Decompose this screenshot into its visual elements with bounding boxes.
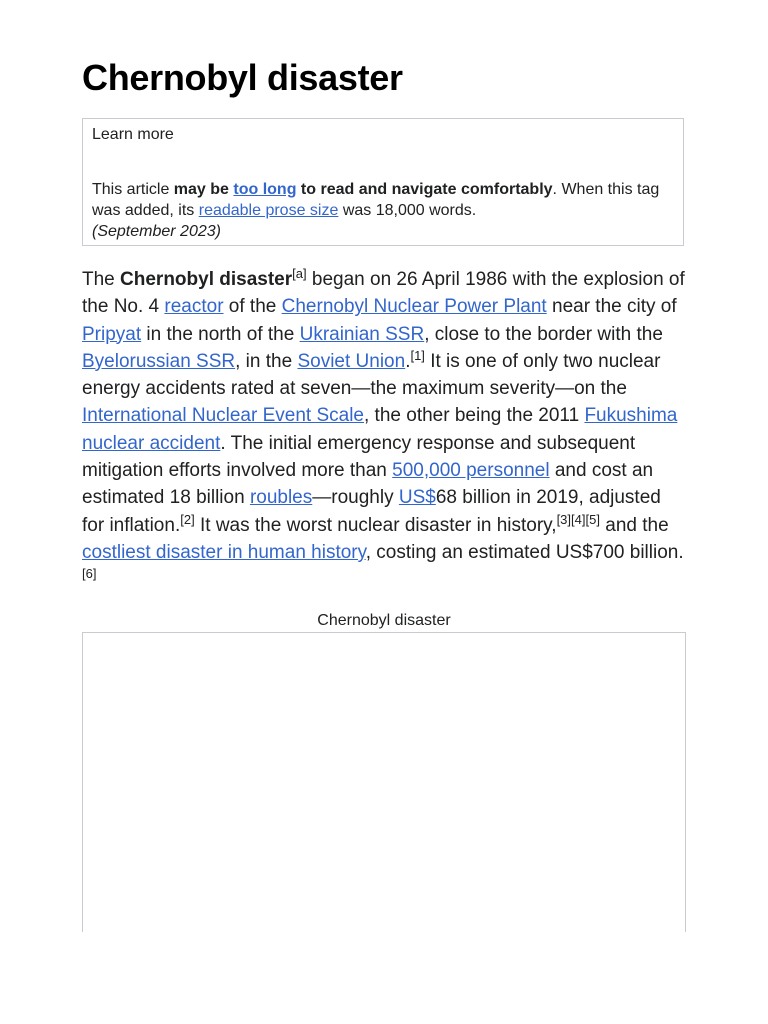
- lead-text: It is one of only two nuclear energy accidents rated at seven—the maximum severity—on the: [82, 350, 661, 400]
- infobox-caption: Chernobyl disaster: [317, 612, 451, 629]
- notice-text: was 18,000 words.: [338, 202, 477, 219]
- ines-link[interactable]: International Nuclear Event Scale: [82, 405, 364, 427]
- ref-3[interactable]: [3]: [556, 511, 572, 527]
- readable-prose-size-link[interactable]: readable prose size: [198, 202, 339, 219]
- article-subject: Chernobyl disaster: [120, 269, 293, 290]
- lead-text: and cost an estimated 18 billion: [82, 460, 654, 509]
- learn-more-toggle[interactable]: Learn more: [92, 126, 174, 143]
- notice-text: This article: [92, 181, 174, 198]
- too-long-link[interactable]: too long: [233, 181, 297, 198]
- lead-text: near the city of: [546, 296, 677, 318]
- notice-date: (September 2023): [92, 223, 221, 240]
- roubles-link[interactable]: roubles: [249, 487, 313, 509]
- lead-text: began on 26 April 1986 with the explosion of the No. 4: [82, 269, 685, 318]
- fukushima-link[interactable]: Fukushima nuclear accident: [82, 405, 678, 454]
- lead-text: The: [82, 269, 121, 290]
- lead-text: —roughly: [312, 487, 399, 509]
- soviet-union-link[interactable]: Soviet Union: [297, 350, 406, 372]
- ref-1[interactable]: [1]: [410, 347, 425, 363]
- costliest-disaster-link[interactable]: costliest disaster in human history: [82, 541, 366, 563]
- byelorussian-ssr-link[interactable]: Byelorussian SSR: [82, 350, 236, 372]
- notice-bold: to read and navigate comfortably: [296, 181, 553, 198]
- pripyat-link[interactable]: Pripyat: [82, 323, 142, 345]
- ref-a[interactable]: [a]: [292, 266, 307, 281]
- reactor-link[interactable]: reactor: [164, 296, 224, 318]
- page-title: Chernobyl disaster: [82, 57, 403, 98]
- ref-2[interactable]: [2]: [180, 511, 195, 527]
- ref-4[interactable]: [4]: [571, 511, 586, 527]
- lead-text: and the: [599, 514, 669, 536]
- notice-bold: may be: [173, 181, 234, 198]
- lead-text: 68 billion in 2019, adjusted for inflation.: [82, 487, 661, 536]
- ref-5[interactable]: [5]: [585, 511, 600, 527]
- lead-text: , costing an estimated US$700 billion.: [365, 541, 684, 563]
- lead-text: It was the worst nuclear disaster in history,: [194, 514, 557, 536]
- ref-6[interactable]: [6]: [82, 566, 97, 582]
- lead-text: .: [405, 350, 411, 372]
- lead-text: , close to the border with the: [424, 323, 663, 345]
- notice-text: . When this tag was added, its: [92, 181, 660, 219]
- power-plant-link[interactable]: Chernobyl Nuclear Power Plant: [281, 296, 547, 318]
- lead-text: in the north of the: [141, 323, 300, 345]
- lead-text: . The initial emergency response and subsequent mitigation efforts involved more than: [82, 432, 636, 482]
- notice-body: [92, 179, 676, 242]
- personnel-link[interactable]: 500,000 personnel: [392, 460, 550, 482]
- lead-paragraph: [82, 266, 686, 594]
- infobox-frame: [82, 632, 686, 932]
- too-long-notice: [82, 118, 684, 246]
- usd-link[interactable]: US$: [398, 487, 436, 509]
- lead-text: of the: [223, 296, 282, 318]
- lead-text: , in the: [235, 350, 298, 372]
- ukrainian-ssr-link[interactable]: Ukrainian SSR: [299, 323, 425, 345]
- lead-text: , the other being the 2011: [364, 405, 585, 427]
